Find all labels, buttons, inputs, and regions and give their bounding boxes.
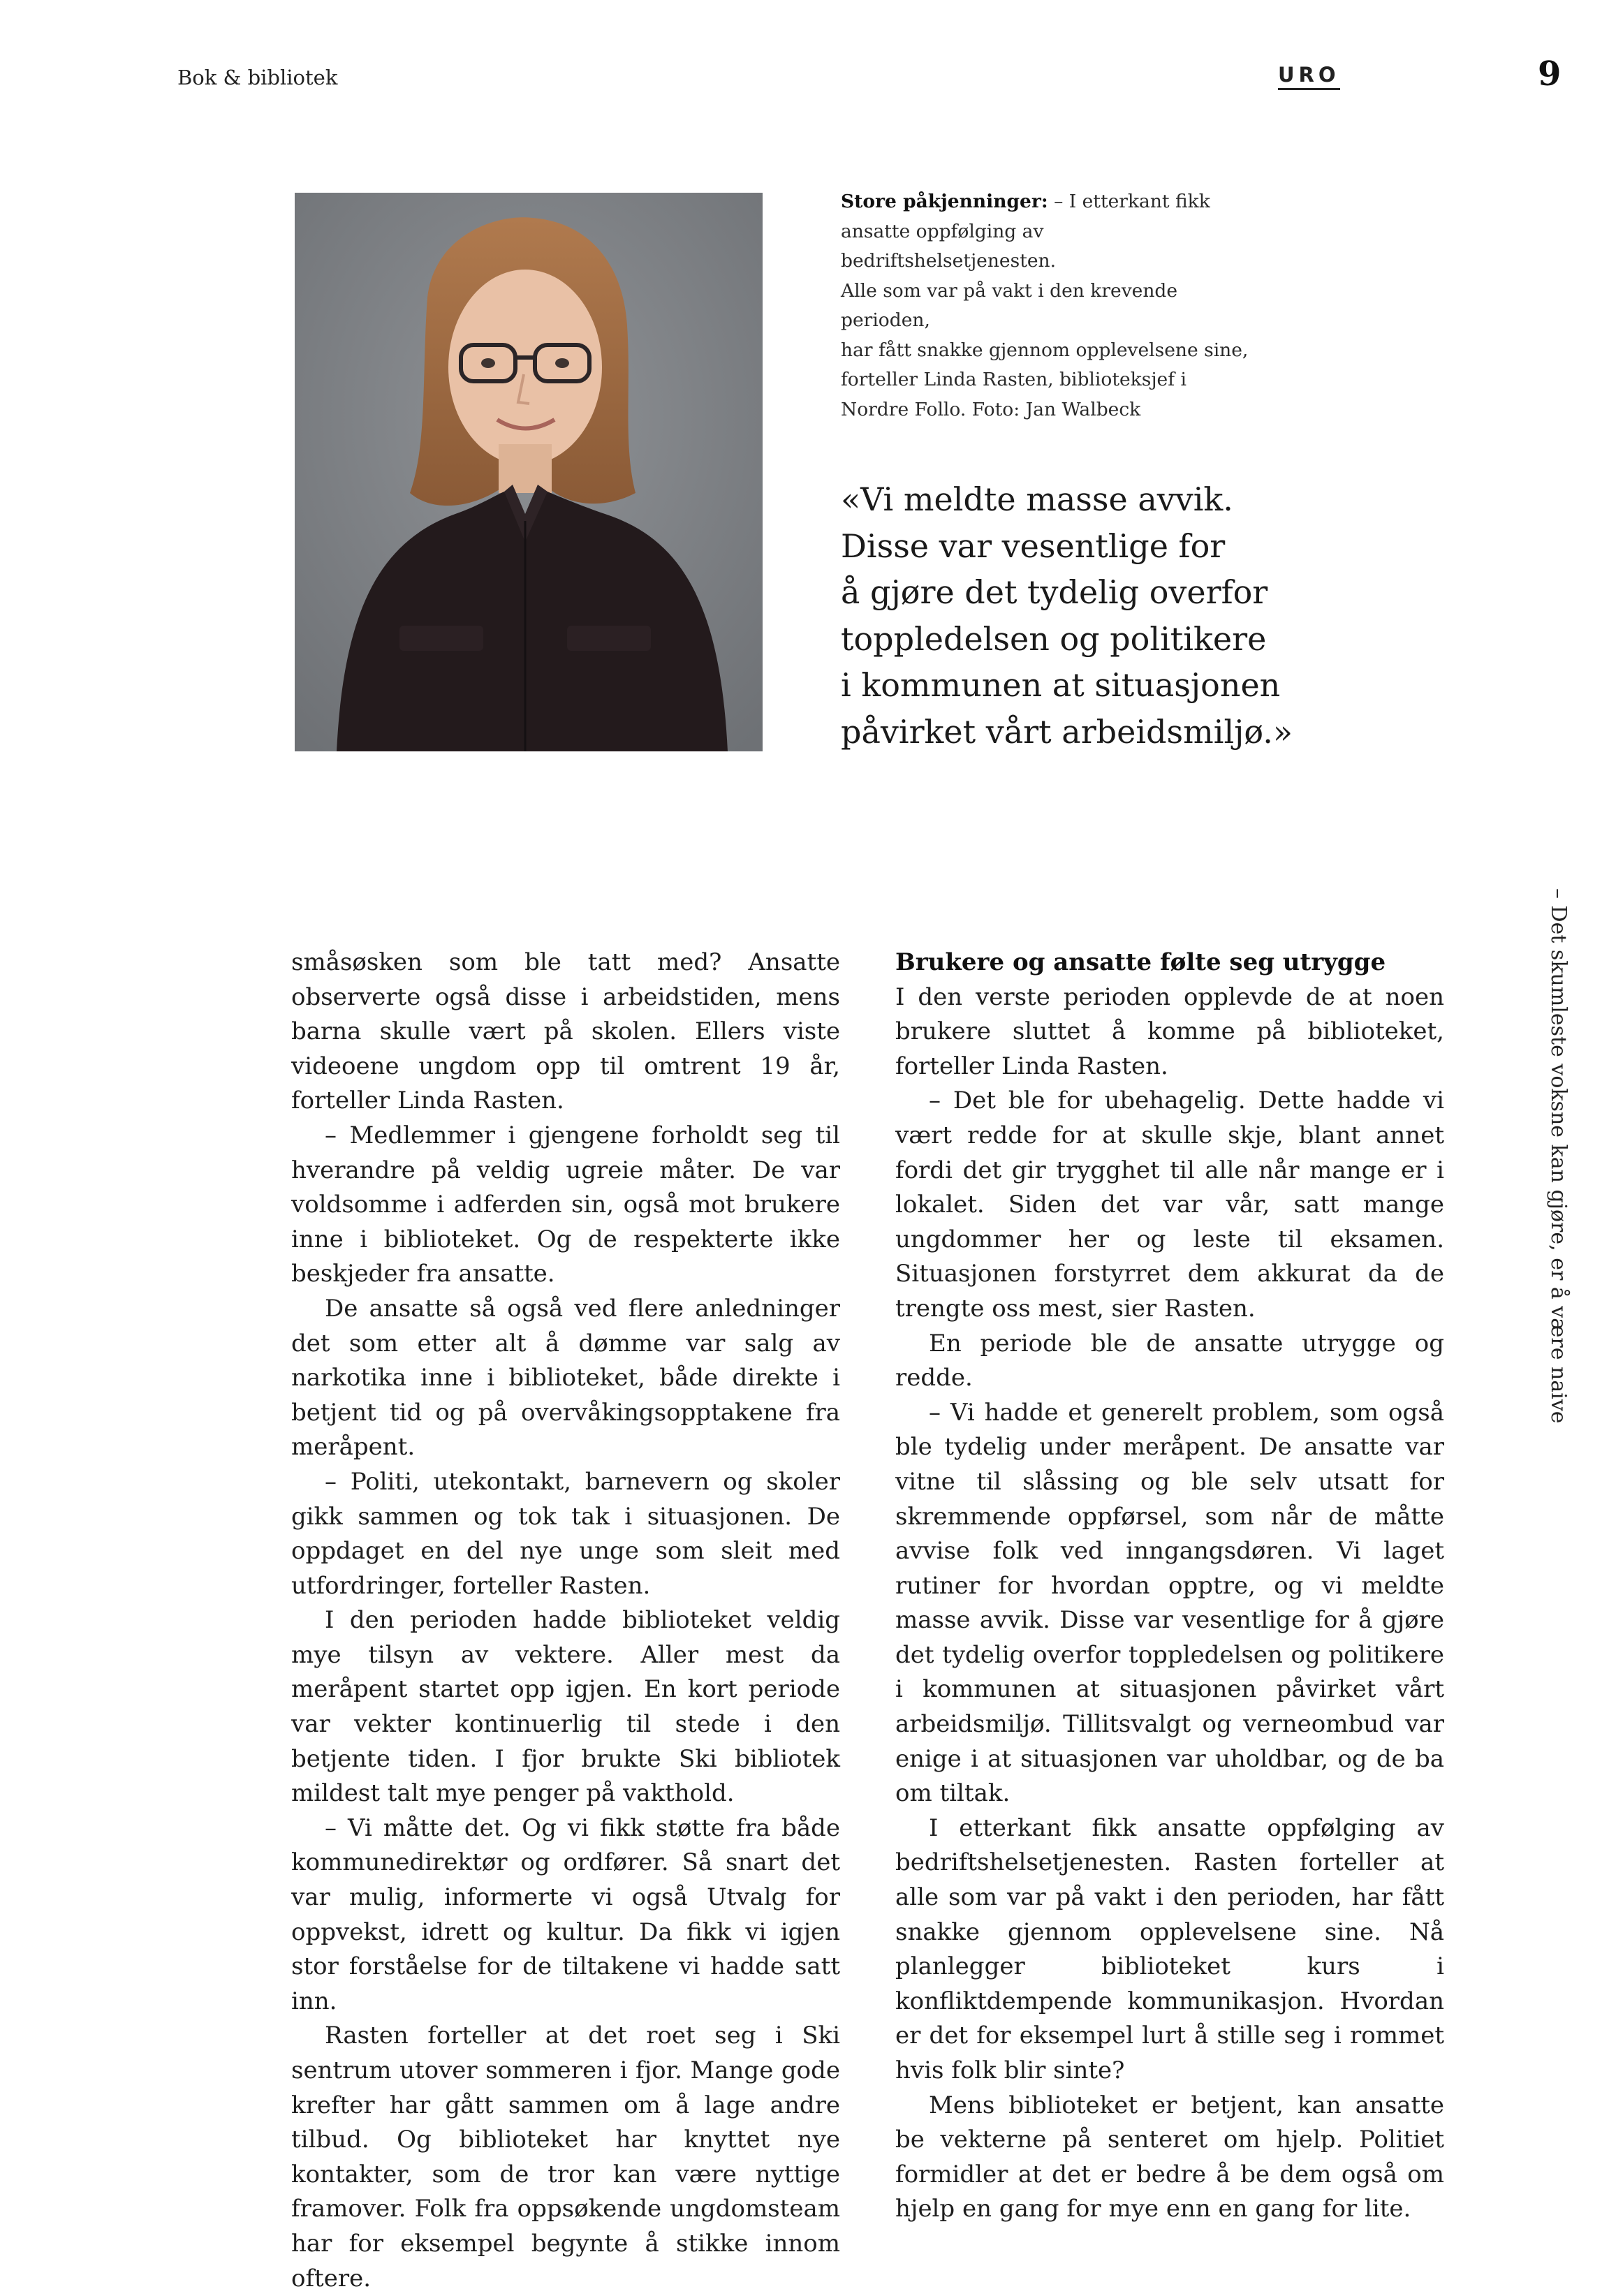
article-paragraph: – Vi måtte det. Og vi fikk støtte fra både kommunedirektør og ordfører. Så snart det var mulig, informerte vi også Utvalg for oppvekst, idrett og kultur. Da fikk vi igjen stor forståelse for de tiltakene vi hadde satt inn. bbox=[291, 1813, 840, 2015]
magazine-logo: URO bbox=[1278, 63, 1340, 90]
article-paragraph: En periode ble de ansatte utrygge og redde. bbox=[895, 1329, 1444, 1392]
pull-quote-line: påvirket vårt arbeidsmiljø.» bbox=[841, 712, 1293, 751]
side-quote: – Det skumleste voksne kan gjøre, er å være naive bbox=[1546, 888, 1571, 1424]
article-paragraph: I den perioden hadde biblioteket veldig mye tilsyn av vektere. Aller mest da meråpent startet opp igjen. En kort periode var vekter kontinuerlig til stede i den betjente tiden. I fjor brukte Ski bibliotek mildest talt mye penger på vakthold. bbox=[291, 1606, 840, 1808]
pull-quote bbox=[841, 476, 1316, 755]
page-number: 9 bbox=[1538, 54, 1562, 94]
article-paragraph: Rasten forteller at det roet seg i Ski sentrum utover sommeren i fjor. Mange gode krefter har gått sammen om å lage andre tilbud. Og biblioteket har knyttet nye kontakter, som de tror kan være nyttige framover. Folk fra oppsøkende ungdomsteam har for eksempel begynte å stikke innom oftere. bbox=[291, 2022, 840, 2293]
caption-lead: Store påkjenninger: bbox=[841, 191, 1048, 212]
article-paragraph: I den verste perioden opplevde de at noen brukere sluttet å komme på biblioteket, forteller Linda Rasten. bbox=[895, 983, 1444, 1080]
portrait-photo-icon bbox=[295, 193, 763, 751]
caption-line: Alle som var på vakt i den krevende perioden, bbox=[841, 279, 1178, 331]
article-paragraph: – Det ble for ubehagelig. Dette hadde vi vært redde for at skulle skje, blant annet fordi det gir trygghet til alle når mange er i lokalet. Siden det var vår, satt mange ungdommer her og leste til eksamen. Situasjonen forstyrret dem akkurat da de trengte oss mest, sier Rasten. bbox=[895, 1087, 1444, 1323]
article-paragraph: – Politi, utekontakt, barnevern og skoler gikk sammen og tok tak i situasjonen. De oppdaget en del nye unge som sleit med utfordringer, forteller Rasten. bbox=[291, 1467, 840, 1600]
pull-quote-line: «Vi meldte masse avvik. bbox=[841, 480, 1233, 518]
article-paragraph: – Vi hadde et generelt problem, som også ble tydelig under meråpent. De ansatte var vitne til slåssing og ble selv utsatt for skremmende oppførsel, som når de måtte avvise folk ved inngangsdøren. Vi laget rutiner for hvordan opptre, og vi meldte masse avvik. Disse var vesentlige for å gjøre det tydelig overfor toppledelsen og politikere i kommunen at situasjonen påvirket vårt arbeidsmiljø. Tillitsvalgt og verneombud var enige i at situasjonen var uholdbar, og de ba om tiltak. bbox=[895, 1398, 1444, 1808]
section-label: Bok & bibliotek bbox=[177, 66, 338, 89]
caption-line: – I etterkant fikk bbox=[1054, 191, 1210, 212]
pull-quote-line: toppledelsen og politikere bbox=[841, 619, 1267, 658]
article-column-left bbox=[291, 945, 840, 2296]
caption-line: har fått snakke gjennom opplevelsene sine, bbox=[841, 339, 1249, 361]
caption-line: ansatte oppfølging av bedriftshelsetjenesten. bbox=[841, 220, 1057, 272]
article-paragraph: Mens biblioteket er betjent, kan ansatte be vekterne på senteret om hjelp. Politiet formidler at det er bedre å be dem også om hjelp en gang for mye enn en gang for lite. bbox=[895, 2091, 1444, 2223]
caption-line: forteller Linda Rasten, biblioteksjef i bbox=[841, 369, 1186, 390]
article-paragraph: De ansatte så også ved flere anledninger det som etter alt å dømme var salg av narkotika inne i biblioteket, både direkte i betjent tid og på overvåkingsopptakene fra meråpent. bbox=[291, 1294, 840, 1462]
caption-line: Nordre Follo. Foto: Jan Walbeck bbox=[841, 398, 1141, 420]
pull-quote-line: Disse var vesentlige for bbox=[841, 527, 1226, 565]
pull-quote-line: å gjøre det tydelig overfor bbox=[841, 573, 1268, 611]
photo-caption bbox=[841, 187, 1260, 425]
article-paragraph: I etterkant fikk ansatte oppfølging av bedriftshelsetjenesten. Rasten forteller at alle som var på vakt i den perioden, har fått snakke gjennom opplevelsene sine. Nå planlegger biblioteket kurs i konfliktdempende kommunikasjon. Hvordan er det for eksempel lurt å stille seg i rommet hvis folk blir sinte? bbox=[895, 1813, 1444, 2084]
pull-quote-line: i kommunen at situasjonen bbox=[841, 666, 1281, 704]
article-paragraph: småsøsken som ble tatt med? Ansatte observerte også disse i arbeidstiden, mens barna skulle vært på skolen. Ellers viste videoene ungdom opp til omtrent 19 år, forteller Linda Rasten. bbox=[291, 948, 840, 1115]
article-paragraph: – Medlemmer i gjengene forholdt seg til hverandre på veldig ugreie måter. De var voldsomme i adferden sin, også mot brukere inne i biblioteket. Og de respekterte ikke beskjeder fra ansatte. bbox=[291, 1121, 840, 1288]
section-heading: Brukere og ansatte følte seg utrygge bbox=[895, 948, 1386, 976]
article-column-right bbox=[895, 945, 1444, 2227]
